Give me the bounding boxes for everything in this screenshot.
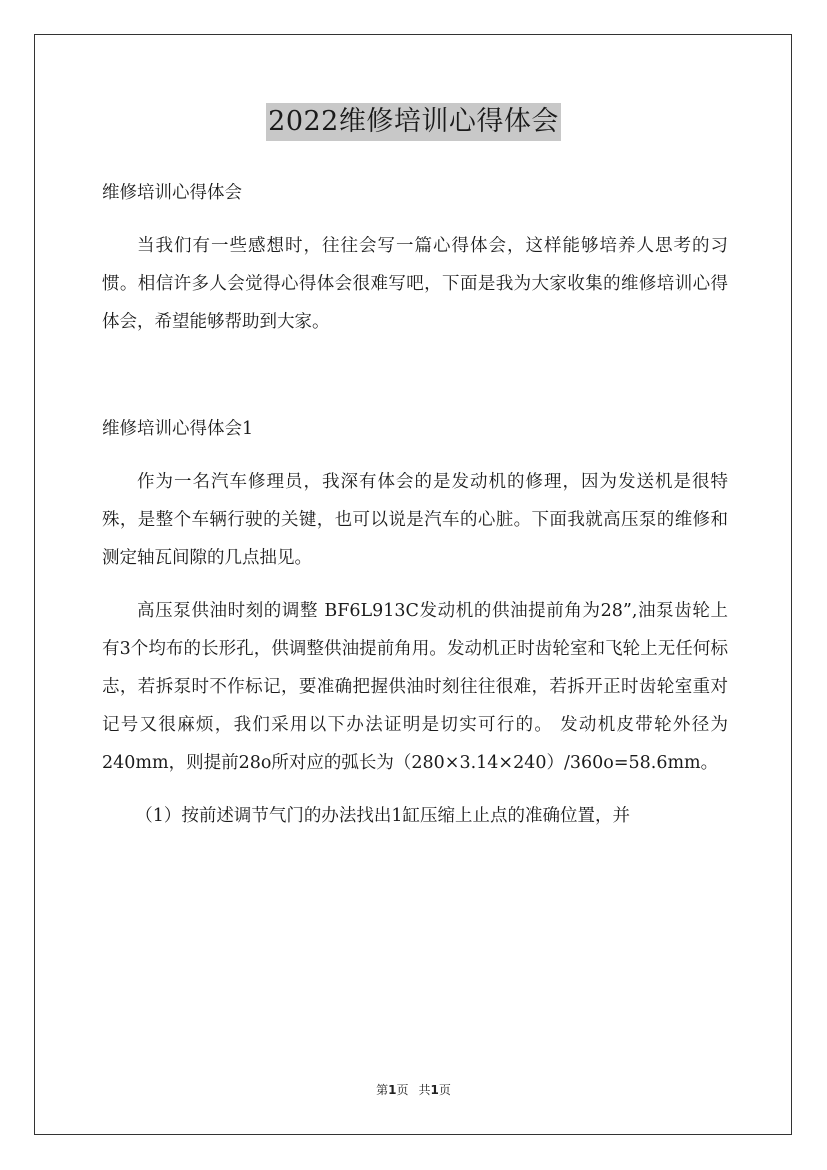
page-current: 1 [388, 1083, 397, 1097]
section-heading: 维修培训心得体会1 [102, 419, 254, 439]
document-title: 2022维修培训心得体会 [266, 103, 561, 141]
total-suffix: 页 [438, 1083, 451, 1097]
body-paragraph-2: 高压泵供油时刻的调整 BF6L913C发动机的供油提前角为28”,油泵齿轮上有3个均布的长形孔，供调整供油提前角用。发动机正时齿轮室和飞轮上无任何标志，若拆泵时不作标记，要准确把握供油时刻往往很难，若拆开正时齿轮室重对记号又很麻烦，我们采用以下办法证明是切实可行的。 发动机皮带轮外径为240mm，则提前28o所对应的弧长为（280×3.14×240）/360o=58.6mm。 [102, 601, 728, 773]
total-prefix: 共 [418, 1083, 431, 1097]
body-paragraph-1: 作为一名汽车修理员，我深有体会的是发动机的修理，因为发送机是很特殊，是整个车辆行驶的关键，也可以说是汽车的心脏。下面我就高压泵的维修和测定轴瓦间隙的几点拙见。 [102, 472, 728, 568]
title-container [0, 103, 827, 141]
document-body [102, 174, 728, 835]
body-paragraph-3: （1）按前述调节气门的办法找出1缸压缩上止点的准确位置，并 [135, 806, 631, 826]
page-prefix: 第 [376, 1083, 389, 1097]
intro-paragraph: 当我们有一些感想时，往往会写一篇心得体会，这样能够培养人思考的习惯。相信许多人会觉得心得体会很难写吧，下面是我为大家收集的维修培训心得体会，希望能够帮助到大家。 [102, 236, 728, 332]
page-total: 1 [430, 1083, 439, 1097]
subtitle: 维修培训心得体会 [102, 183, 242, 203]
page-footer [0, 1082, 827, 1098]
page-suffix: 页 [396, 1083, 409, 1097]
